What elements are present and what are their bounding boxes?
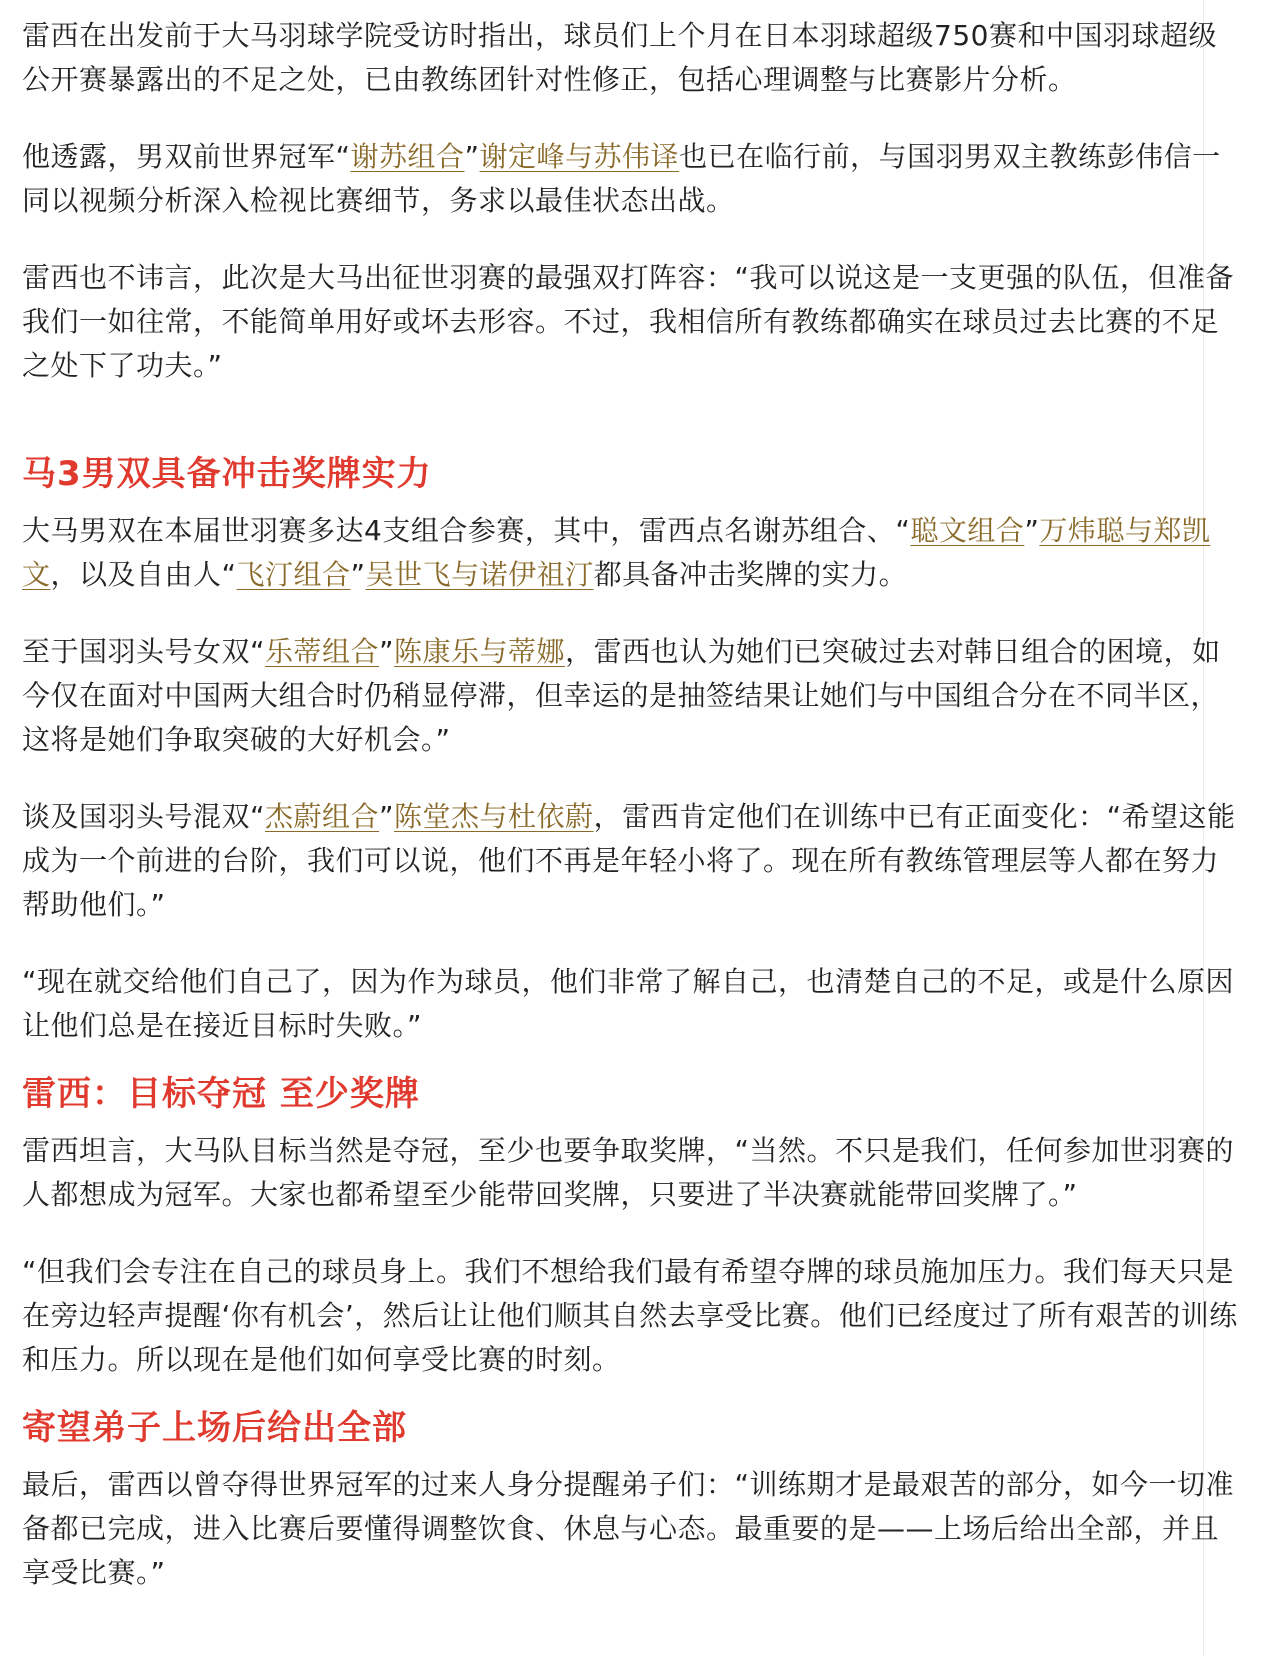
tag-link-fei-ting[interactable]: 飞汀组合 (236, 558, 351, 591)
text-segment: 他透露，男双前世界冠军“ (22, 140, 351, 173)
text-segment: 谈及国羽头号混双“ (22, 800, 266, 833)
text-segment: ，以及自由人“ (50, 558, 237, 591)
section-spacer (22, 421, 1242, 451)
paragraph-goal: 雷西坦言，大马队目标当然是夺冠，至少也要争取奖牌，“当然。不只是我们，任何参加世羽赛的人都想成为冠军。大家也都希望至少能带回奖牌，只要进了半决赛就能带回奖牌了。” (22, 1134, 1235, 1211)
text-segment: ” (1024, 514, 1040, 547)
section-heading-mens-doubles: 马3男双具备冲击奖牌实力 (22, 454, 432, 494)
paragraph-mixed-doubles (22, 795, 1242, 927)
text-segment: ，雷西肯定他们在训练中已有正面变化：“希望这能成为一个前进的台阶，我们可以说，他们不再是年轻小将了。现在所有教练管理层等人都在努力帮助他们。” (22, 800, 1236, 921)
paragraph-video-analysis (22, 135, 1242, 223)
tag-link-goh-soh[interactable]: 谢定峰与苏伟译 (479, 140, 680, 173)
text-segment: ，雷西也认为她们已突破过去对韩日组合的困境，如今仅在面对中国两大组合时仍稍显停滞，但幸运的是抽签结果让她们与中国组合分在不同半区，这将是她们争取突破的大好机会。” (22, 635, 1221, 756)
text-segment: 大马男双在本届世羽赛多达4支组合参赛，其中，雷西点名谢苏组合、“ (22, 514, 911, 547)
paragraph-strongest-lineup: 雷西也不讳言，此次是大马出征世羽赛的最强双打阵容：“我可以说这是一支更强的队伍，但准备我们一如往常，不能简单用好或坏去形容。不过，我相信所有教练都确实在球员过去比赛的不足之处下了功夫。” (22, 261, 1235, 382)
paragraph-mens-doubles (22, 509, 1242, 597)
paragraph-closing: 最后，雷西以曾夺得世界冠军的过来人身分提醒弟子们：“训练期才是最艰苦的部分，如今一切准备都已完成，进入比赛后要懂得调整饮食、休息与心态。最重要的是——上场后给出全部，并且享受比赛。” (22, 1468, 1235, 1589)
tag-link-xie-su[interactable]: 谢苏组合 (350, 140, 465, 173)
tag-link-tang-toh[interactable]: 陈堂杰与杜依蔚 (394, 800, 594, 833)
text-segment: 也已在临行前，与国羽男双主教练彭伟信一同以视频分析深入检视比赛细节，务求以最佳状态出战。 (22, 140, 1221, 217)
paragraph-quote-players: “现在就交给他们自己了，因为作为球员，他们非常了解自己，也清楚自己的不足，或是什么原因让他们总是在接近目标时失败。” (22, 965, 1235, 1042)
section-heading-give-all: 寄望弟子上场后给出全部 (22, 1408, 407, 1448)
tag-link-jie-wei[interactable]: 杰蔚组合 (265, 800, 380, 833)
text-segment: 至于国羽头号女双“ (22, 635, 266, 668)
tag-link-goh-izzuddin[interactable]: 吴世飞与诺伊祖汀 (365, 558, 594, 591)
text-segment: 都具备冲击奖牌的实力。 (593, 558, 908, 591)
tag-link-pearly-thinaah[interactable]: 陈康乐与蒂娜 (394, 635, 566, 668)
paragraph-quote-focus: “但我们会专注在自己的球员身上。我们不想给我们最有希望夺牌的球员施加压力。我们每天只是在旁边轻声提醒‘你有机会’，然后让让他们顺其自然去享受比赛。他们已经度过了所有艰苦的训练和压力。所以现在是他们如何享受比赛的时刻。 (22, 1255, 1238, 1376)
text-segment: ” (350, 558, 366, 591)
paragraph-womens-doubles (22, 630, 1242, 762)
section-heading-goal: 雷西：目标夺冠 至少奖牌 (22, 1074, 420, 1114)
tag-link-man-tee[interactable]: 万炜聪与郑凯文 (22, 514, 1211, 591)
tag-link-le-di[interactable]: 乐蒂组合 (265, 635, 380, 668)
text-segment: ” (379, 800, 395, 833)
text-segment: ” (379, 635, 395, 668)
tag-link-cong-wen[interactable]: 聪文组合 (910, 514, 1025, 547)
text-segment: ” (464, 140, 480, 173)
article-body (22, 14, 1242, 1628)
paragraph-intro: 雷西在出发前于大马羽球学院受访时指出，球员们上个月在日本羽球超级750赛和中国羽球超级公开赛暴露出的不足之处，已由教练团针对性修正，包括心理调整与比赛影片分析。 (22, 19, 1217, 96)
